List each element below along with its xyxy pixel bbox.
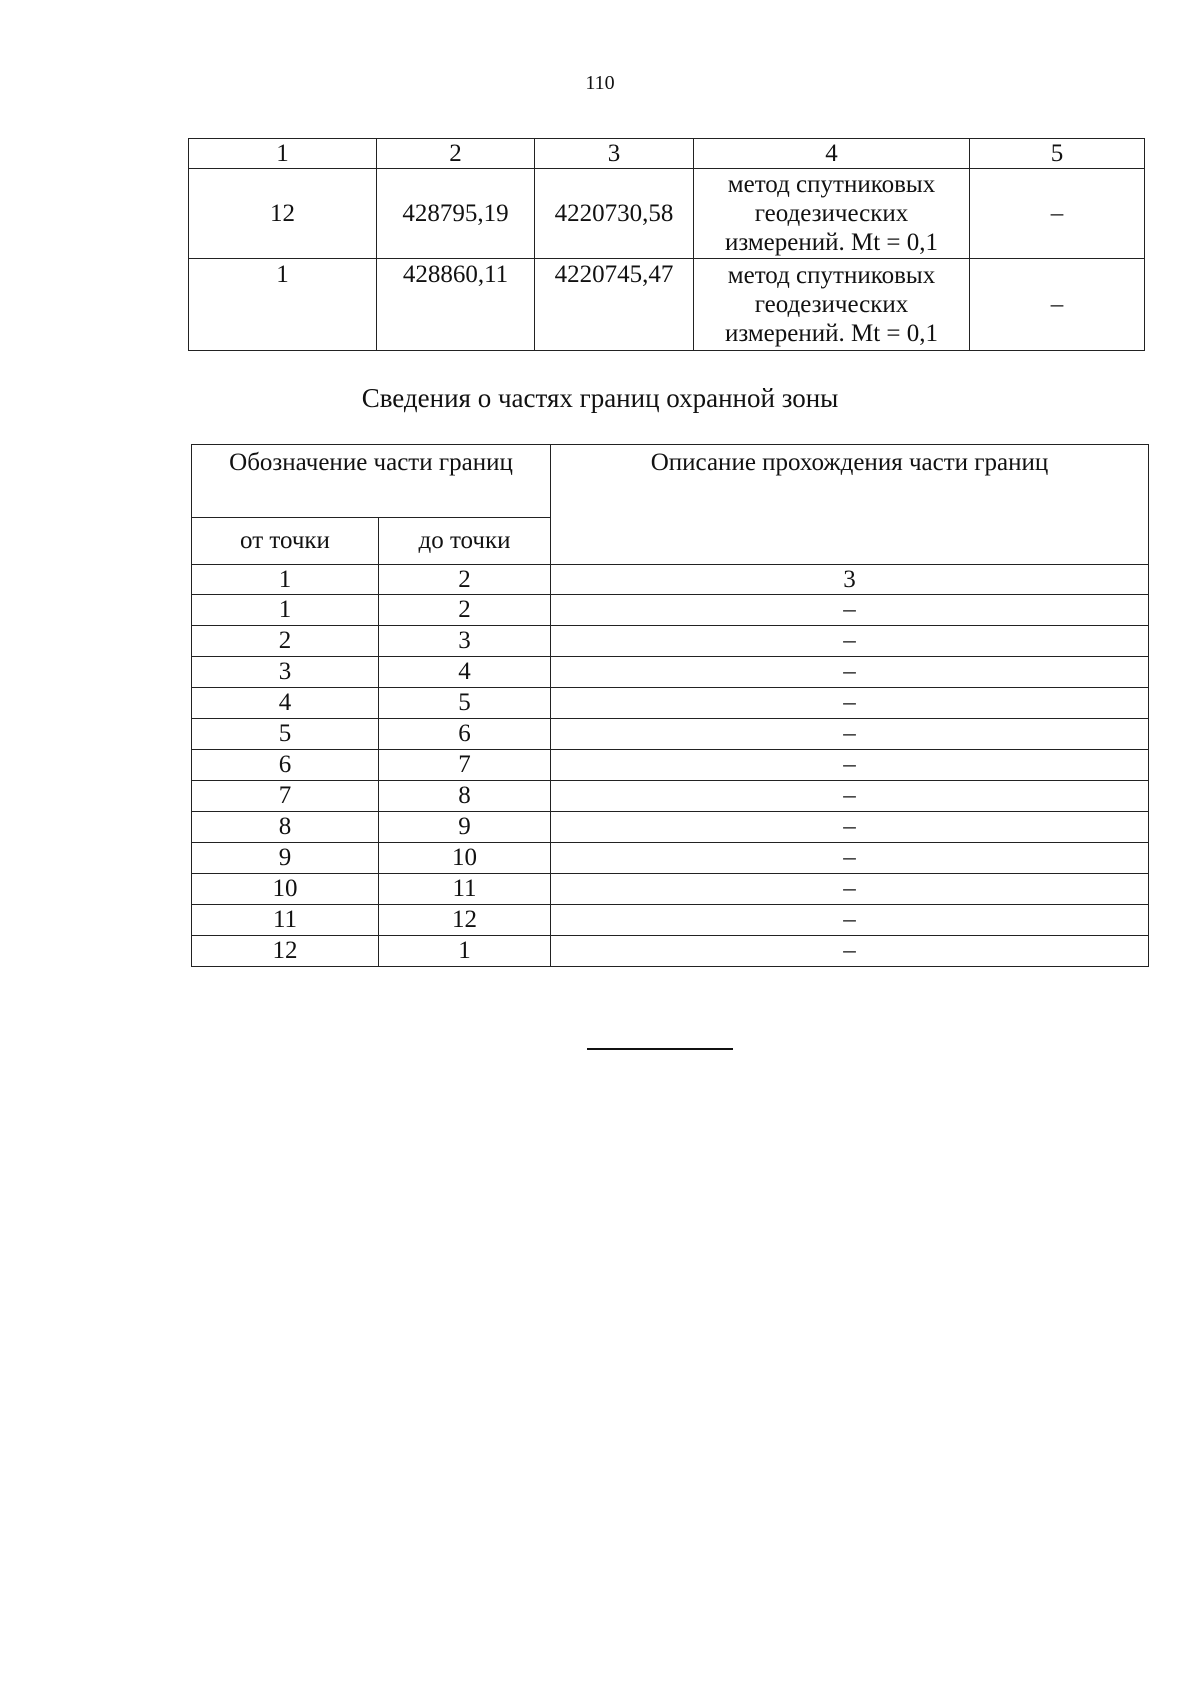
table-row: [192, 626, 1149, 657]
coordinate-row: [189, 169, 1145, 259]
point-number: 1: [189, 259, 377, 351]
note-dash: –: [970, 259, 1145, 351]
table-row: [192, 936, 1149, 967]
from-point-cell: 9: [192, 843, 379, 874]
from-point-cell: 11: [192, 905, 379, 936]
column-number: 4: [694, 139, 970, 169]
from-point-cell: 4: [192, 688, 379, 719]
coordinates-table: [188, 138, 1145, 351]
column-number: 1: [192, 565, 379, 595]
end-divider-line: [587, 1048, 733, 1050]
table-row: [192, 874, 1149, 905]
note-dash: –: [970, 169, 1145, 259]
from-point-cell: 6: [192, 750, 379, 781]
description-cell: –: [551, 843, 1149, 874]
column-number: 3: [551, 565, 1149, 595]
column-number: 5: [970, 139, 1145, 169]
description-header: Описание прохождения части границ: [551, 445, 1149, 565]
from-point-header: от точки: [192, 518, 379, 565]
coordinate-row: [189, 259, 1145, 351]
method-line: геодезических: [754, 200, 909, 227]
table-row: [192, 657, 1149, 688]
point-number: 12: [189, 169, 377, 259]
to-point-cell: 7: [379, 750, 551, 781]
description-cell: –: [551, 688, 1149, 719]
to-point-cell: 1: [379, 936, 551, 967]
page-number: 110: [585, 72, 615, 94]
to-point-cell: 6: [379, 719, 551, 750]
column-number: 1: [189, 139, 377, 169]
determination-method: [694, 259, 970, 351]
description-cell: –: [551, 812, 1149, 843]
y-coordinate: 4220745,47: [535, 259, 694, 351]
from-point-cell: 2: [192, 626, 379, 657]
table-row: [192, 750, 1149, 781]
from-point-cell: 7: [192, 781, 379, 812]
to-point-cell: 4: [379, 657, 551, 688]
description-cell: –: [551, 874, 1149, 905]
table-row: [192, 595, 1149, 626]
description-cell: –: [551, 905, 1149, 936]
method-line: измерений. Mt = 0,1: [724, 320, 939, 347]
method-line: измерений. Mt = 0,1: [724, 229, 939, 256]
column-number: 3: [535, 139, 694, 169]
from-point-cell: 12: [192, 936, 379, 967]
y-coordinate: 4220730,58: [535, 169, 694, 259]
column-number: 2: [377, 139, 535, 169]
method-line: геодезических: [754, 291, 909, 318]
to-point-header: до точки: [379, 518, 551, 565]
parts-column-numbers-row: [192, 565, 1149, 595]
description-cell: –: [551, 936, 1149, 967]
to-point-cell: 10: [379, 843, 551, 874]
description-cell: –: [551, 626, 1149, 657]
parts-header-row: [192, 445, 1149, 518]
to-point-cell: 8: [379, 781, 551, 812]
from-point-cell: 10: [192, 874, 379, 905]
from-point-cell: 8: [192, 812, 379, 843]
coordinates-header-row: [189, 139, 1145, 169]
x-coordinate: 428795,19: [377, 169, 535, 259]
from-point-cell: 5: [192, 719, 379, 750]
to-point-cell: 3: [379, 626, 551, 657]
description-cell: –: [551, 719, 1149, 750]
table-row: [192, 812, 1149, 843]
parts-body: [192, 595, 1149, 967]
description-cell: –: [551, 781, 1149, 812]
description-cell: –: [551, 595, 1149, 626]
table-row: [192, 781, 1149, 812]
to-point-cell: 5: [379, 688, 551, 719]
description-cell: –: [551, 657, 1149, 688]
table-row: [192, 688, 1149, 719]
section-title: Сведения о частях границ охранной зоны: [361, 383, 839, 413]
column-number: 2: [379, 565, 551, 595]
from-point-cell: 3: [192, 657, 379, 688]
to-point-cell: 2: [379, 595, 551, 626]
description-cell: –: [551, 750, 1149, 781]
method-line: метод спутниковых: [727, 262, 936, 289]
determination-method: [694, 169, 970, 259]
boundary-parts-table: [191, 444, 1149, 967]
method-line: метод спутниковых: [727, 171, 936, 198]
designation-header: Обозначение части границ: [192, 445, 551, 518]
to-point-cell: 11: [379, 874, 551, 905]
x-coordinate: 428860,11: [377, 259, 535, 351]
to-point-cell: 9: [379, 812, 551, 843]
table-row: [192, 843, 1149, 874]
table-row: [192, 719, 1149, 750]
to-point-cell: 12: [379, 905, 551, 936]
from-point-cell: 1: [192, 595, 379, 626]
table-row: [192, 905, 1149, 936]
